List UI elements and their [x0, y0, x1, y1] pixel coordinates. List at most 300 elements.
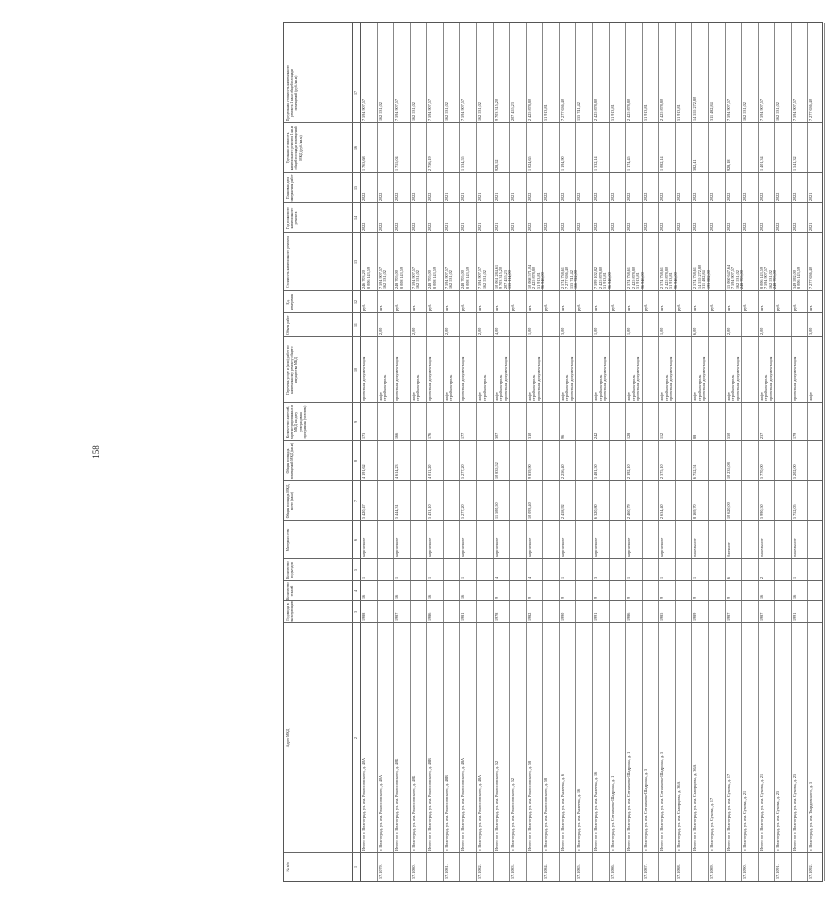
work-item: проектная документация — [791, 356, 797, 401]
cost-value: 51 913,81 — [535, 272, 541, 289]
cost-value: 162 531,02 — [767, 270, 773, 289]
column-divider — [284, 312, 822, 313]
work-item: лифт — [808, 392, 814, 401]
cost-value: 8 006 143,59 — [365, 267, 371, 289]
year-cell: 1987 — [758, 612, 764, 621]
specific-cost-cell: 1 174,45 — [626, 156, 632, 171]
wall-material-cell: кирпичное — [460, 537, 466, 557]
plan-year-cell: 2022 — [526, 222, 532, 231]
column-divider — [284, 852, 822, 853]
cost-value: 207 455,23 — [502, 270, 508, 289]
cost-value: 51 913,81 — [602, 272, 607, 289]
premises-area-cell: 10 835,52 — [493, 462, 499, 479]
entrances-cell: 6 — [725, 576, 731, 579]
work-item: стройконтроль — [498, 374, 504, 401]
column-number: 16 — [353, 146, 358, 150]
cost-value: 2 425 878,80 — [663, 267, 669, 289]
completion-date-cell: 2022 — [361, 192, 366, 201]
premises-area-cell: 5 277,20 — [460, 464, 466, 479]
cost-value: 162 531,02 — [415, 270, 421, 289]
limit-cost-cell: 51 913,81 — [642, 104, 648, 121]
work-item: лифт — [725, 392, 731, 401]
premises-area-cell: 4 614,23 — [394, 464, 400, 479]
cost-value: 8 006 143,59 — [796, 267, 802, 289]
premises-area-cell: 9 839,90 — [526, 464, 532, 479]
address-cell: Итого по г. Волгоград, ул. им. Рокоссовского, д. 48А — [460, 757, 466, 851]
cost-value: 10 061 284,61 — [493, 264, 499, 289]
cost-value: 2 425 878,80 — [597, 267, 603, 289]
unit-cell: руб. — [775, 303, 781, 311]
cost-value: 248 705,00 — [394, 270, 400, 289]
cost-value: 349 592,00 — [791, 270, 797, 289]
work-item: лифт — [410, 392, 416, 401]
entrances-cell: 1 — [626, 576, 632, 579]
entrances-cell: 1 — [659, 576, 665, 579]
unit-cell: шт. — [725, 305, 731, 311]
address-cell: Итого по г. Волгоград, ул. им. Сухова, д. 17 — [725, 773, 731, 851]
unit-cell: шт. — [559, 305, 565, 311]
volume-cell: 2,00 — [477, 327, 482, 335]
floors-cell: 9 — [626, 596, 632, 599]
limit-cost-cell: 9 703 315,20 — [493, 99, 499, 121]
limit-cost-cell: 2 425 878,80 — [626, 99, 632, 121]
entrances-cell: 1 — [394, 576, 400, 579]
unit-cell: руб. — [510, 303, 516, 311]
limit-cost-cell: 162 531,02 — [775, 102, 781, 121]
work-item: стройконтроль — [448, 374, 454, 401]
residents-cell: 550 — [725, 432, 731, 439]
column-header: Количество подъездов — [286, 561, 295, 579]
column-number: 1 — [353, 866, 358, 868]
cost-value: 96 946,00 — [540, 272, 546, 289]
column-header: Объем работ — [286, 315, 290, 335]
cost-value: 2 574 738,61 — [659, 267, 665, 289]
cost-value: 51 913,81 — [668, 272, 674, 289]
specific-cost-cell: 1 534,55 — [460, 156, 466, 171]
column-number: 8 — [353, 460, 358, 462]
address-cell: Итого по г. Волгоград, ул. им. Рылеева, д. 16 — [593, 771, 598, 851]
plan-year-cell: 2021 — [808, 222, 814, 231]
unit-cell: руб. — [675, 303, 681, 311]
unit-cell: шт. — [626, 305, 632, 311]
column-header: Адрес МКД — [286, 728, 290, 748]
wall-material-cell: кирпичное — [659, 537, 665, 557]
entrances-cell: 4 — [526, 576, 532, 579]
floors-cell: 9 — [493, 596, 499, 599]
volume-cell: 3,00 — [559, 327, 565, 335]
residents-cell: 166 — [394, 432, 400, 439]
unit-cell: шт. — [692, 305, 698, 311]
specific-cost-cell: 1 332,14 — [593, 156, 598, 171]
table-row — [672, 23, 693, 881]
wall-material-cell: кирпичное — [626, 537, 632, 557]
table-row — [705, 23, 726, 881]
work-item: стройконтроль — [597, 374, 603, 401]
address-cell: Итого по г. Волгоград, ул. им. Рокоссовского, д. 58 — [526, 760, 532, 851]
specific-cost-cell: 1 541,32 — [791, 156, 797, 171]
row-number: 57.1083. — [510, 864, 516, 879]
unit-cell: руб. — [543, 303, 549, 311]
column-header: Плановая дата завершения работ — [286, 174, 295, 202]
column-header: Ед. измерения — [286, 293, 295, 311]
completion-date-cell: 2022 — [427, 192, 433, 201]
cost-value: 2 574 738,61 — [559, 267, 565, 289]
unit-cell: шт. — [808, 305, 814, 311]
column-header: Предельная стоимость капитального ремонта 1 кв.м общей площади помещений (руб./кв.м) — [286, 64, 299, 122]
column-divider — [284, 336, 822, 337]
wall-material-cell: панельное — [758, 538, 764, 557]
entrances-cell: 4 — [493, 576, 499, 579]
table-row — [426, 23, 444, 881]
table-row — [559, 23, 577, 881]
wall-material-cell: панельное — [791, 538, 797, 557]
table-row — [542, 23, 560, 881]
work-item: лифт — [593, 392, 598, 401]
wall-material-cell: кирпичное — [593, 537, 598, 557]
floors-cell: 9 — [692, 596, 698, 599]
work-item: стройконтроль — [415, 374, 421, 401]
specific-cost-cell: 1 763,68 — [361, 156, 366, 171]
address-cell: Итого по г. Волгоград, ул. им. Рокоссовского, д. 40Б — [394, 758, 400, 851]
plan-year-cell: 2022 — [642, 222, 648, 231]
completion-date-cell: 2022 — [576, 192, 582, 201]
completion-date-cell: 2022 — [659, 192, 665, 201]
column-divider — [284, 232, 822, 233]
table-row — [625, 23, 643, 881]
work-item: проектная документация — [427, 356, 433, 401]
unit-cell: руб. — [609, 303, 615, 311]
year-cell: 1987 — [394, 612, 400, 621]
entrances-cell: 3 — [593, 576, 598, 579]
column-header: Материал стен — [286, 528, 290, 552]
total-area-cell: 8 169,70 — [692, 504, 698, 519]
plan-year-cell: 2022 — [675, 222, 681, 231]
premises-area-cell: 6 752,51 — [692, 464, 698, 479]
address-cell: Итого по г. Волгоград, ул. им. Сотникова-Шадрина, д. 1 — [626, 751, 632, 851]
premises-area-cell: 2 256,40 — [559, 464, 565, 479]
work-item: лифт — [477, 392, 482, 401]
work-item: стройконтроль — [481, 374, 487, 401]
completion-date-cell: 2022 — [543, 192, 549, 201]
floors-cell: 16 — [361, 594, 366, 599]
address-cell: г. Волгоград, ул. им. Сотникова-Шадрина, д. 5 — [642, 768, 648, 851]
completion-date-cell: 2022 — [526, 192, 532, 201]
year-cell: 1982 — [526, 612, 532, 621]
address-cell: Итого по г. Волгоград, ул. им. Сухова, д. 25 — [791, 773, 797, 851]
limit-cost-cell: 51 913,81 — [609, 104, 615, 121]
completion-date-cell: 2022 — [410, 192, 416, 201]
column-divider — [284, 580, 822, 581]
year-cell: 1986 — [427, 612, 433, 621]
row-number: 57.1089. — [709, 864, 714, 879]
table-row — [639, 23, 660, 881]
cost-value: 8 008 143,59 — [431, 267, 437, 289]
plan-year-cell: 2022 — [725, 222, 731, 231]
year-cell: 1985 — [659, 612, 665, 621]
completion-date-cell: 2022 — [394, 192, 400, 201]
unit-cell: шт. — [443, 305, 449, 311]
premises-area-cell: 5 481,50 — [593, 464, 598, 479]
plan-year-cell: 2022 — [709, 222, 714, 231]
volume-cell: 2,00 — [725, 327, 731, 335]
unit-cell: руб. — [576, 303, 582, 311]
residents-cell: 96 — [559, 434, 565, 439]
cost-value: 14 555 272,80 — [696, 264, 702, 289]
column-header: Общая площадь помещений МКД (кв.м) — [286, 442, 295, 480]
plan-year-cell: 2022 — [543, 222, 549, 231]
unit-cell: руб. — [427, 303, 433, 311]
plan-year-cell: 2022 — [361, 222, 366, 231]
floors-cell: 16 — [427, 594, 433, 599]
address-cell: г. Волгоград, ул. им. Рылеева, д. 16 — [576, 788, 582, 851]
specific-cost-cell: 1 401,34 — [758, 156, 764, 171]
cost-value: 96 946,00 — [639, 272, 645, 289]
cost-value: 7 277 636,40 — [808, 267, 814, 289]
row-number: 57.1081. — [443, 864, 449, 879]
cost-value: 2 574 738,61 — [626, 267, 632, 289]
total-area-cell: 2 458,92 — [559, 504, 565, 519]
page-number: 158 — [91, 445, 101, 459]
total-area-cell: 2 634,40 — [659, 504, 665, 519]
work-item: проектная документация — [568, 356, 574, 401]
work-item: стройконтроль — [763, 374, 769, 401]
limit-cost-cell: 7 594 907,57 — [361, 99, 366, 121]
address-cell: Итого по г. Волгоград, ул. им. Сухова, д. 21 — [758, 773, 764, 851]
address-cell: г. Волгоград, ул. им. Сухова, д. 25 — [775, 790, 781, 851]
table-row — [741, 23, 759, 881]
unit-cell: шт. — [410, 305, 416, 311]
completion-date-cell: 2022 — [642, 192, 648, 201]
total-area-cell: 11 500,50 — [493, 502, 499, 519]
completion-date-cell: 2022 — [675, 192, 681, 201]
entrances-cell: 1 — [791, 576, 797, 579]
year-cell: 1987 — [725, 612, 731, 621]
year-cell: 1989 — [692, 612, 698, 621]
column-header: Перечень услуг и (или) работ по капитальному ремонту общего имущества МКД — [286, 345, 299, 395]
table-row — [658, 23, 676, 881]
plan-year-cell: 2022 — [758, 222, 764, 231]
row-number: 57.1082. — [477, 864, 482, 879]
column-divider — [284, 440, 822, 441]
column-number: 15 — [353, 186, 358, 190]
cost-value: 10 068 571,04 — [526, 264, 532, 289]
table-row — [443, 23, 461, 881]
cost-value: 7 594 907,57 — [410, 267, 416, 289]
column-number: 6 — [353, 539, 358, 541]
cost-value: 96 946,00 — [606, 272, 612, 289]
plan-year-cell: 2022 — [692, 222, 698, 231]
row-number: 57.1090. — [742, 864, 748, 879]
volume-cell: 2,00 — [443, 327, 449, 335]
total-area-cell: 10 093,40 — [526, 502, 532, 519]
entrances-cell: 1 — [361, 576, 366, 579]
specific-cost-cell: 1 024,65 — [526, 156, 532, 171]
total-area-cell: 5 431,10 — [427, 504, 433, 519]
completion-date-cell: 2022 — [626, 192, 632, 201]
floors-cell: 16 — [758, 594, 764, 599]
cost-value: 248 705,00 — [427, 270, 433, 289]
residents-cell: 176 — [427, 432, 433, 439]
floors-cell: 16 — [791, 594, 797, 599]
plan-year-cell: 2021 — [493, 222, 499, 231]
row-number: 57.1085. — [576, 864, 582, 879]
cost-value: 7 594 907,57 — [763, 267, 769, 289]
year-cell: 1991 — [791, 612, 797, 621]
wall-material-cell: панельное — [692, 538, 698, 557]
volume-cell: 1,00 — [526, 327, 532, 335]
limit-cost-cell: 14 555 272,80 — [692, 96, 698, 121]
residents-cell: 112 — [659, 432, 665, 439]
row-number: 57.1079. — [377, 864, 383, 879]
address-cell: Итого по г. Волгоград, ул. им. Рокоссовского, д. 52 — [493, 760, 499, 851]
unit-cell: шт. — [593, 305, 598, 311]
table-row — [360, 23, 378, 881]
work-item: проектная документация — [668, 356, 674, 401]
plan-year-cell: 2021 — [460, 222, 466, 231]
plan-year-cell: 2022 — [609, 222, 615, 231]
column-number: 4 — [353, 590, 358, 592]
volume-cell: 1,00 — [593, 327, 598, 335]
unit-cell: шт. — [493, 305, 499, 311]
column-divider — [284, 558, 822, 559]
work-item: проектная документация — [635, 356, 641, 401]
address-cell: г. Волгоград, ул. им. Скворцова, д. 36А — [675, 781, 681, 851]
work-item: стройконтроль — [630, 374, 636, 401]
cost-value: 9 703 315,20 — [498, 267, 504, 289]
total-area-cell: 5 420,47 — [361, 504, 366, 519]
plan-year-cell: 2021 — [510, 222, 516, 231]
unit-cell: руб. — [642, 303, 648, 311]
address-cell: г. Волгоград, ул. Сотникова-Шадрина, д. 1 — [609, 775, 615, 851]
work-item: лифт — [758, 392, 764, 401]
specific-cost-cell: 928,18 — [725, 159, 731, 171]
column-divider — [284, 290, 822, 291]
column-header: Год планового капитального ремонта — [286, 207, 299, 229]
total-area-cell: 5 444,31 — [394, 504, 400, 519]
cost-value: 7 277 636,40 — [564, 267, 570, 289]
year-cell: 1990 — [559, 612, 565, 621]
work-item: стройконтроль — [663, 374, 669, 401]
address-cell: г. Волгоград, ул. им. Сухова, д. 21 — [742, 790, 748, 851]
table-row — [725, 23, 743, 881]
floors-cell: 9 — [526, 596, 532, 599]
work-item: лифт — [559, 392, 565, 401]
wall-material-cell: блочное — [725, 542, 731, 557]
cost-value: 248 705,00 — [772, 270, 778, 289]
entrances-cell: 1 — [460, 576, 466, 579]
completion-date-cell: 2022 — [742, 192, 748, 201]
row-number: 57.1080. — [410, 864, 416, 879]
floors-cell: 9 — [659, 596, 665, 599]
plan-year-cell: 2022 — [377, 222, 383, 231]
entrances-cell: 1 — [692, 576, 698, 579]
column-divider — [284, 202, 822, 203]
column-divider — [284, 520, 822, 521]
residents-cell: 88 — [692, 434, 698, 439]
total-area-cell: 10 620,00 — [725, 502, 731, 519]
floors-cell: 16 — [394, 594, 400, 599]
completion-date-cell: 2022 — [725, 192, 731, 201]
column-number: 5 — [353, 569, 358, 571]
limit-cost-cell: 2 425 878,80 — [526, 99, 532, 121]
column-header: Год ввода в эксплуатацию — [286, 600, 295, 622]
completion-date-cell: 2022 — [593, 192, 598, 201]
cost-value: 248 705,00 — [739, 270, 745, 289]
specific-cost-cell: 1 755,04 — [394, 156, 400, 171]
volume-cell: 3,00 — [808, 327, 814, 335]
table-row — [575, 23, 593, 881]
column-header: Количество этажей — [286, 582, 295, 600]
total-area-cell: 5 752,05 — [791, 504, 797, 519]
work-item: стройконтроль — [696, 374, 702, 401]
table-row — [758, 23, 776, 881]
completion-date-cell: 2022 — [775, 192, 781, 201]
work-item: стройконтроль — [564, 374, 570, 401]
premises-area-cell: 5 202,00 — [791, 464, 797, 479]
completion-date-cell: 2022 — [609, 192, 615, 201]
premises-area-cell: 2 192,10 — [626, 464, 632, 479]
limit-cost-cell: 7 277 636,40 — [559, 99, 565, 121]
table-row — [509, 23, 527, 881]
limit-cost-cell: 7 594 907,57 — [427, 99, 433, 121]
cost-value: 2 425 878,80 — [531, 267, 537, 289]
capital-repair-table — [283, 22, 823, 882]
table-row — [476, 23, 494, 881]
unit-cell: руб. — [742, 303, 748, 311]
limit-cost-cell: 207 455,23 — [510, 102, 516, 121]
cost-value: 311 482,84 — [701, 270, 707, 289]
cost-value: 7 594 907,57 — [443, 267, 449, 289]
address-cell: г. Волгоград, ул. Сухова, д. 17 — [709, 797, 714, 851]
year-cell: 1988 — [361, 612, 366, 621]
completion-date-cell: 2022 — [709, 192, 714, 201]
volume-cell: 2,00 — [758, 327, 764, 335]
plan-year-cell: 2022 — [593, 222, 598, 231]
table-row — [774, 23, 792, 881]
specific-cost-cell: 928,52 — [493, 159, 499, 171]
column-number: 3 — [353, 611, 358, 613]
cost-value: 7 599 102,82 — [593, 267, 598, 289]
volume-cell: 4,00 — [493, 327, 499, 335]
premises-area-cell: 5 770,00 — [758, 464, 764, 479]
unit-cell: шт. — [377, 305, 383, 311]
year-cell: 1981 — [460, 612, 466, 621]
completion-date-cell: 2022 — [559, 192, 565, 201]
residents-cell: 177 — [460, 432, 466, 439]
plan-year-cell: 2022 — [427, 222, 433, 231]
year-cell: 1978 — [493, 612, 499, 621]
wall-material-cell: кирпичное — [361, 537, 366, 557]
limit-cost-cell: 7 594 907,57 — [791, 99, 797, 121]
work-item: проектная документация — [535, 356, 541, 401]
entrances-cell: 1 — [559, 576, 565, 579]
work-item: проектная документация — [767, 356, 773, 401]
unit-cell: руб. — [460, 303, 466, 311]
address-cell: Итого по г. Волгоград, ул. им. Рокоссовского, д. 40А — [361, 757, 366, 851]
floors-cell: 16 — [460, 594, 466, 599]
premises-area-cell: 2 375,10 — [659, 464, 665, 479]
work-item: лифт — [377, 392, 383, 401]
work-item: проектная документация — [602, 356, 607, 401]
entrances-cell: 2 — [758, 576, 764, 579]
row-number: 57.1084. — [543, 864, 549, 879]
address-cell: г. Волгоград, ул. им. Рокоссовского, д. 40А — [377, 774, 383, 851]
wall-material-cell: кирпичное — [394, 537, 400, 557]
address-cell: Итого по г. Волгоград, ул. им. Скворцова, д. 36А — [692, 764, 698, 851]
volume-cell: 1,00 — [659, 327, 665, 335]
column-number: 11 — [353, 323, 358, 327]
cost-value: 162 531,02 — [382, 270, 388, 289]
